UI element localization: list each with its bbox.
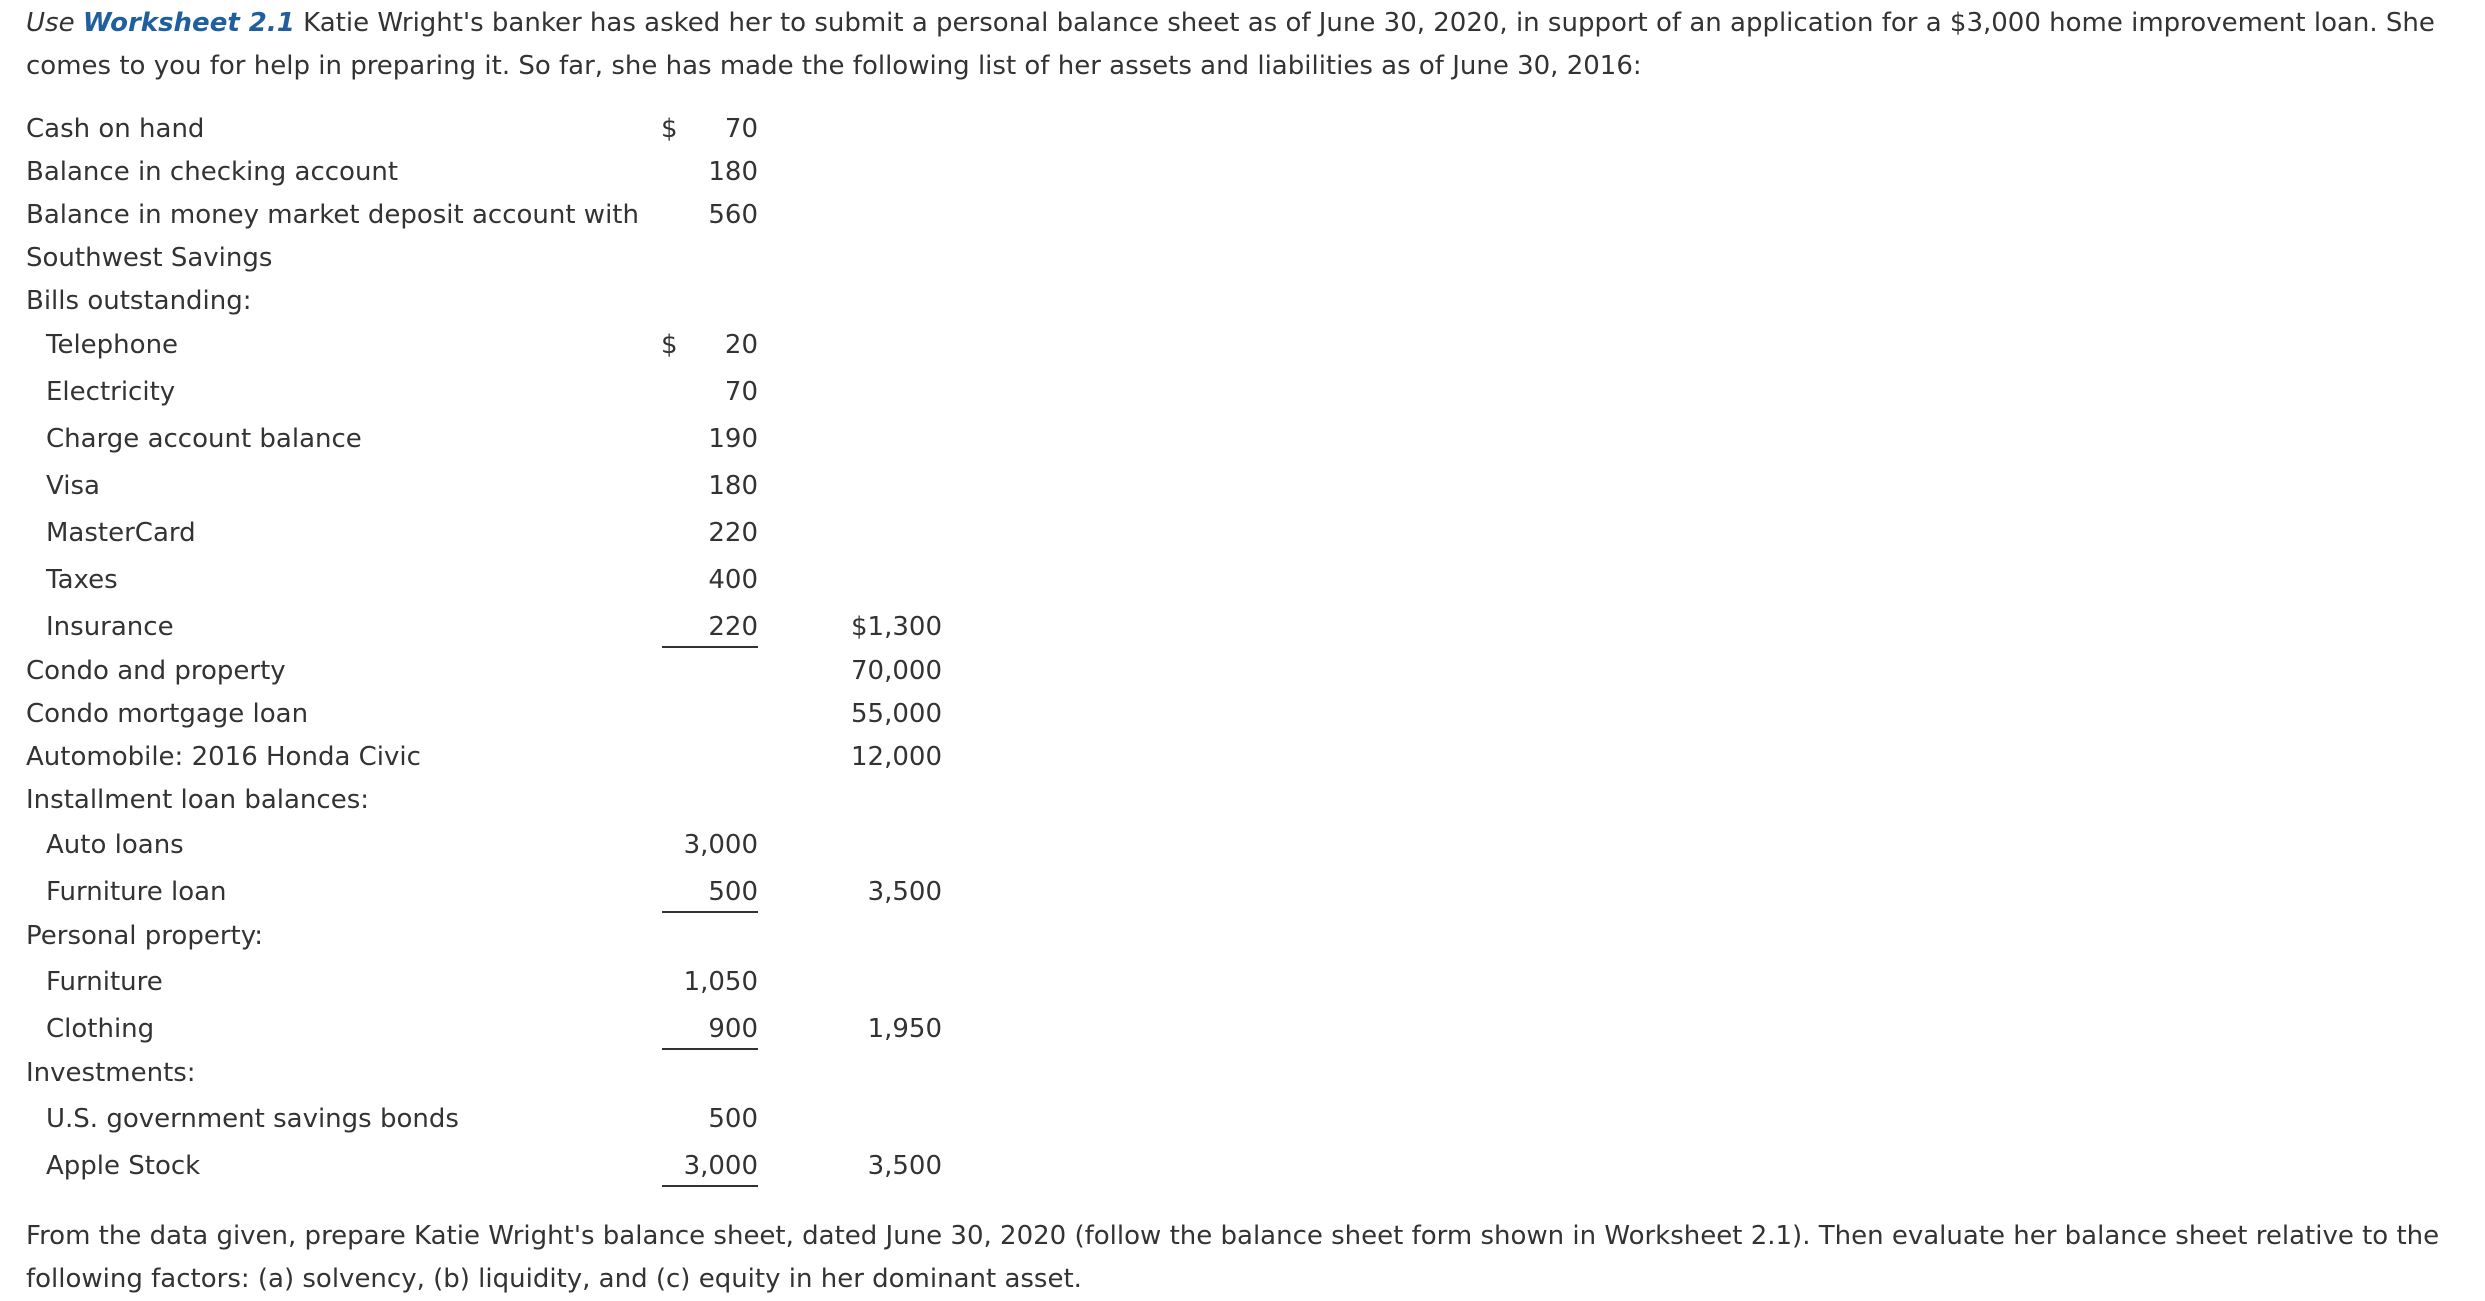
- row-cash: [0, 114, 1000, 154]
- value-col1: 180: [708, 157, 758, 187]
- row-auto: [0, 742, 1000, 782]
- intro-text: Katie Wright's banker has asked her to submit a personal balance sheet as of June 30, 2020, in support of an application for a $3,000 home improvement loan. She comes to you for help in preparing it. So far, she has made the following list of her assets and liabilities as of June 30, 2016:: [26, 8, 2435, 81]
- value-col2: 3,500: [867, 1151, 942, 1181]
- row-label: Apple Stock: [46, 1151, 201, 1181]
- row-label: Cash on hand: [26, 114, 205, 144]
- row-label: Clothing: [46, 1014, 155, 1044]
- row-label: MasterCard: [46, 518, 196, 548]
- row-installment-heading: [0, 785, 1000, 825]
- row-charge: [0, 424, 1000, 464]
- value-col1: 70: [724, 377, 758, 407]
- value-col1: 400: [708, 565, 758, 595]
- row-label: Insurance: [46, 612, 174, 642]
- row-label: Visa: [46, 471, 100, 501]
- row-visa: [0, 471, 1000, 511]
- row-checking: [0, 157, 1000, 197]
- row-label: Auto loans: [46, 830, 184, 860]
- value-col1: 220: [662, 612, 758, 648]
- row-mmda-cont: [0, 243, 1000, 283]
- row-label: Condo and property: [26, 656, 286, 686]
- value-col1: 560: [708, 200, 758, 230]
- value-col2: 3,500: [867, 877, 942, 907]
- row-label: Taxes: [46, 565, 118, 595]
- value-col1: 3,000: [683, 830, 758, 860]
- row-autoloans: [0, 830, 1000, 870]
- row-label: Telephone: [46, 330, 179, 360]
- worksheet-link[interactable]: Worksheet 2.1: [82, 8, 295, 38]
- section-heading: Personal property:: [26, 921, 263, 951]
- intro-paragraph: [26, 2, 2476, 88]
- row-label: Automobile: 2016 Honda Civic: [26, 742, 421, 772]
- dollar-sign: $: [661, 330, 678, 360]
- row-label: Electricity: [46, 377, 176, 407]
- value-col2: 70,000: [851, 656, 942, 686]
- row-furniture: [0, 967, 1000, 1007]
- row-label: Balance in money market deposit account with: [26, 200, 639, 230]
- row-label: Condo mortgage loan: [26, 699, 309, 729]
- section-heading: Bills outstanding:: [26, 286, 252, 316]
- value-col1: 500: [662, 877, 758, 913]
- section-heading: Installment loan balances:: [26, 785, 370, 815]
- instructions-paragraph: From the data given, prepare Katie Wright's balance sheet, dated June 30, 2020 (follow the balance sheet form shown in Worksheet 2.1). Then evaluate her balance sheet relative to the following factors: (a) solvency, (b) liquidity, and (c) equity in her dominant asset.: [26, 1221, 2440, 1294]
- value-col1: 500: [708, 1104, 758, 1134]
- row-condo: [0, 656, 1000, 696]
- value-col1: 220: [708, 518, 758, 548]
- row-bonds: [0, 1104, 1000, 1144]
- intro-use: Use: [26, 8, 75, 38]
- row-apple: [0, 1151, 1000, 1191]
- value-col1: 900: [662, 1014, 758, 1050]
- dollar-sign: $: [661, 114, 678, 144]
- value-col2: 1,950: [867, 1014, 942, 1044]
- row-clothing: [0, 1014, 1000, 1054]
- row-mmda: [0, 200, 1000, 240]
- value-col1: 1,050: [683, 967, 758, 997]
- value-col2: 12,000: [851, 742, 942, 772]
- row-label: U.S. government savings bonds: [46, 1104, 459, 1134]
- row-telephone: [0, 330, 1000, 370]
- value-col1: 190: [708, 424, 758, 454]
- value-col1: 70: [724, 114, 758, 144]
- row-mastercard: [0, 518, 1000, 558]
- row-label: Charge account balance: [46, 424, 362, 454]
- section-heading: Investments:: [26, 1058, 196, 1088]
- value-col2: 55,000: [851, 699, 942, 729]
- row-label: Balance in checking account: [26, 157, 399, 187]
- row-mortgage: [0, 699, 1000, 739]
- row-label: Furniture: [46, 967, 163, 997]
- value-col1: 3,000: [662, 1151, 758, 1187]
- value-col2: $1,300: [851, 612, 942, 642]
- row-personal-heading: [0, 921, 1000, 961]
- row-electricity: [0, 377, 1000, 417]
- row-furnitureloan: [0, 877, 1000, 917]
- row-investments-heading: [0, 1058, 1000, 1098]
- row-label: Furniture loan: [46, 877, 227, 907]
- row-insurance: [0, 612, 1000, 652]
- row-taxes: [0, 565, 1000, 605]
- row-label: Southwest Savings: [26, 243, 273, 273]
- value-col1: 20: [724, 330, 758, 360]
- value-col1: 180: [708, 471, 758, 501]
- row-bills-heading: [0, 286, 1000, 326]
